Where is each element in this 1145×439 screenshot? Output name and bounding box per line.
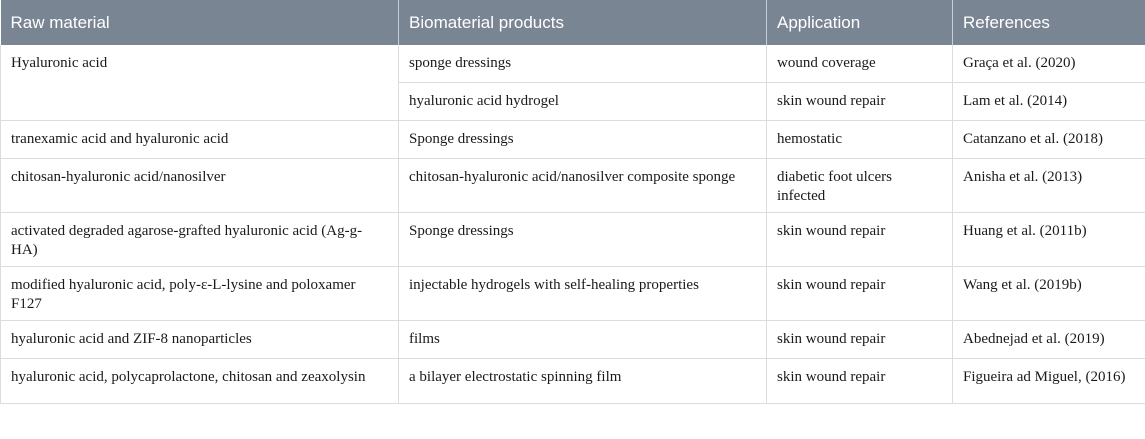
table-row bbox=[1, 321, 1145, 359]
cell-raw-material: tranexamic acid and hyaluronic acid bbox=[1, 121, 399, 159]
cell-application: hemostatic bbox=[767, 121, 953, 159]
cell-reference: Huang et al. (2011b) bbox=[953, 213, 1145, 267]
cell-raw-material: hyaluronic acid, polycaprolactone, chitosan and zeaxolysin bbox=[1, 359, 399, 404]
table-row bbox=[1, 267, 1145, 321]
cell-reference: Graça et al. (2020) bbox=[953, 45, 1145, 83]
cell-application: skin wound repair bbox=[767, 321, 953, 359]
header-raw-material: Raw material bbox=[1, 0, 399, 45]
header-references: References bbox=[953, 0, 1145, 45]
cell-raw-material: Hyaluronic acid bbox=[1, 45, 399, 121]
cell-product: sponge dressings bbox=[399, 45, 767, 83]
cell-reference: Catanzano et al. (2018) bbox=[953, 121, 1145, 159]
cell-product: Sponge dressings bbox=[399, 213, 767, 267]
table-row bbox=[1, 159, 1145, 213]
table-body bbox=[1, 45, 1145, 404]
cell-application: skin wound repair bbox=[767, 359, 953, 404]
cell-product: Sponge dressings bbox=[399, 121, 767, 159]
cell-reference: Anisha et al. (2013) bbox=[953, 159, 1145, 213]
cell-application: wound coverage bbox=[767, 45, 953, 83]
cell-product: hyaluronic acid hydrogel bbox=[399, 83, 767, 121]
header-biomaterial-products: Biomaterial products bbox=[399, 0, 767, 45]
cell-product: films bbox=[399, 321, 767, 359]
header-application: Application bbox=[767, 0, 953, 45]
header-row bbox=[1, 0, 1145, 45]
table-header bbox=[1, 0, 1145, 45]
cell-raw-material: activated degraded agarose-grafted hyaluronic acid (Ag-g-HA) bbox=[1, 213, 399, 267]
cell-application: diabetic foot ulcers infected bbox=[767, 159, 953, 213]
cell-reference: Wang et al. (2019b) bbox=[953, 267, 1145, 321]
table-row bbox=[1, 121, 1145, 159]
cell-product: chitosan-hyaluronic acid/nanosilver composite sponge bbox=[399, 159, 767, 213]
cell-application: skin wound repair bbox=[767, 83, 953, 121]
cell-reference: Lam et al. (2014) bbox=[953, 83, 1145, 121]
cell-raw-material: hyaluronic acid and ZIF-8 nanoparticles bbox=[1, 321, 399, 359]
cell-raw-material: modified hyaluronic acid, poly-ε-L-lysine and poloxamer F127 bbox=[1, 267, 399, 321]
cell-reference: Abednejad et al. (2019) bbox=[953, 321, 1145, 359]
cell-product: injectable hydrogels with self-healing properties bbox=[399, 267, 767, 321]
cell-raw-material: chitosan-hyaluronic acid/nanosilver bbox=[1, 159, 399, 213]
cell-application: skin wound repair bbox=[767, 213, 953, 267]
table-row bbox=[1, 45, 1145, 83]
cell-application: skin wound repair bbox=[767, 267, 953, 321]
cell-product: a bilayer electrostatic spinning film bbox=[399, 359, 767, 404]
table-row bbox=[1, 359, 1145, 404]
table-row bbox=[1, 213, 1145, 267]
cell-reference: Figueira ad Miguel, (2016) bbox=[953, 359, 1145, 404]
